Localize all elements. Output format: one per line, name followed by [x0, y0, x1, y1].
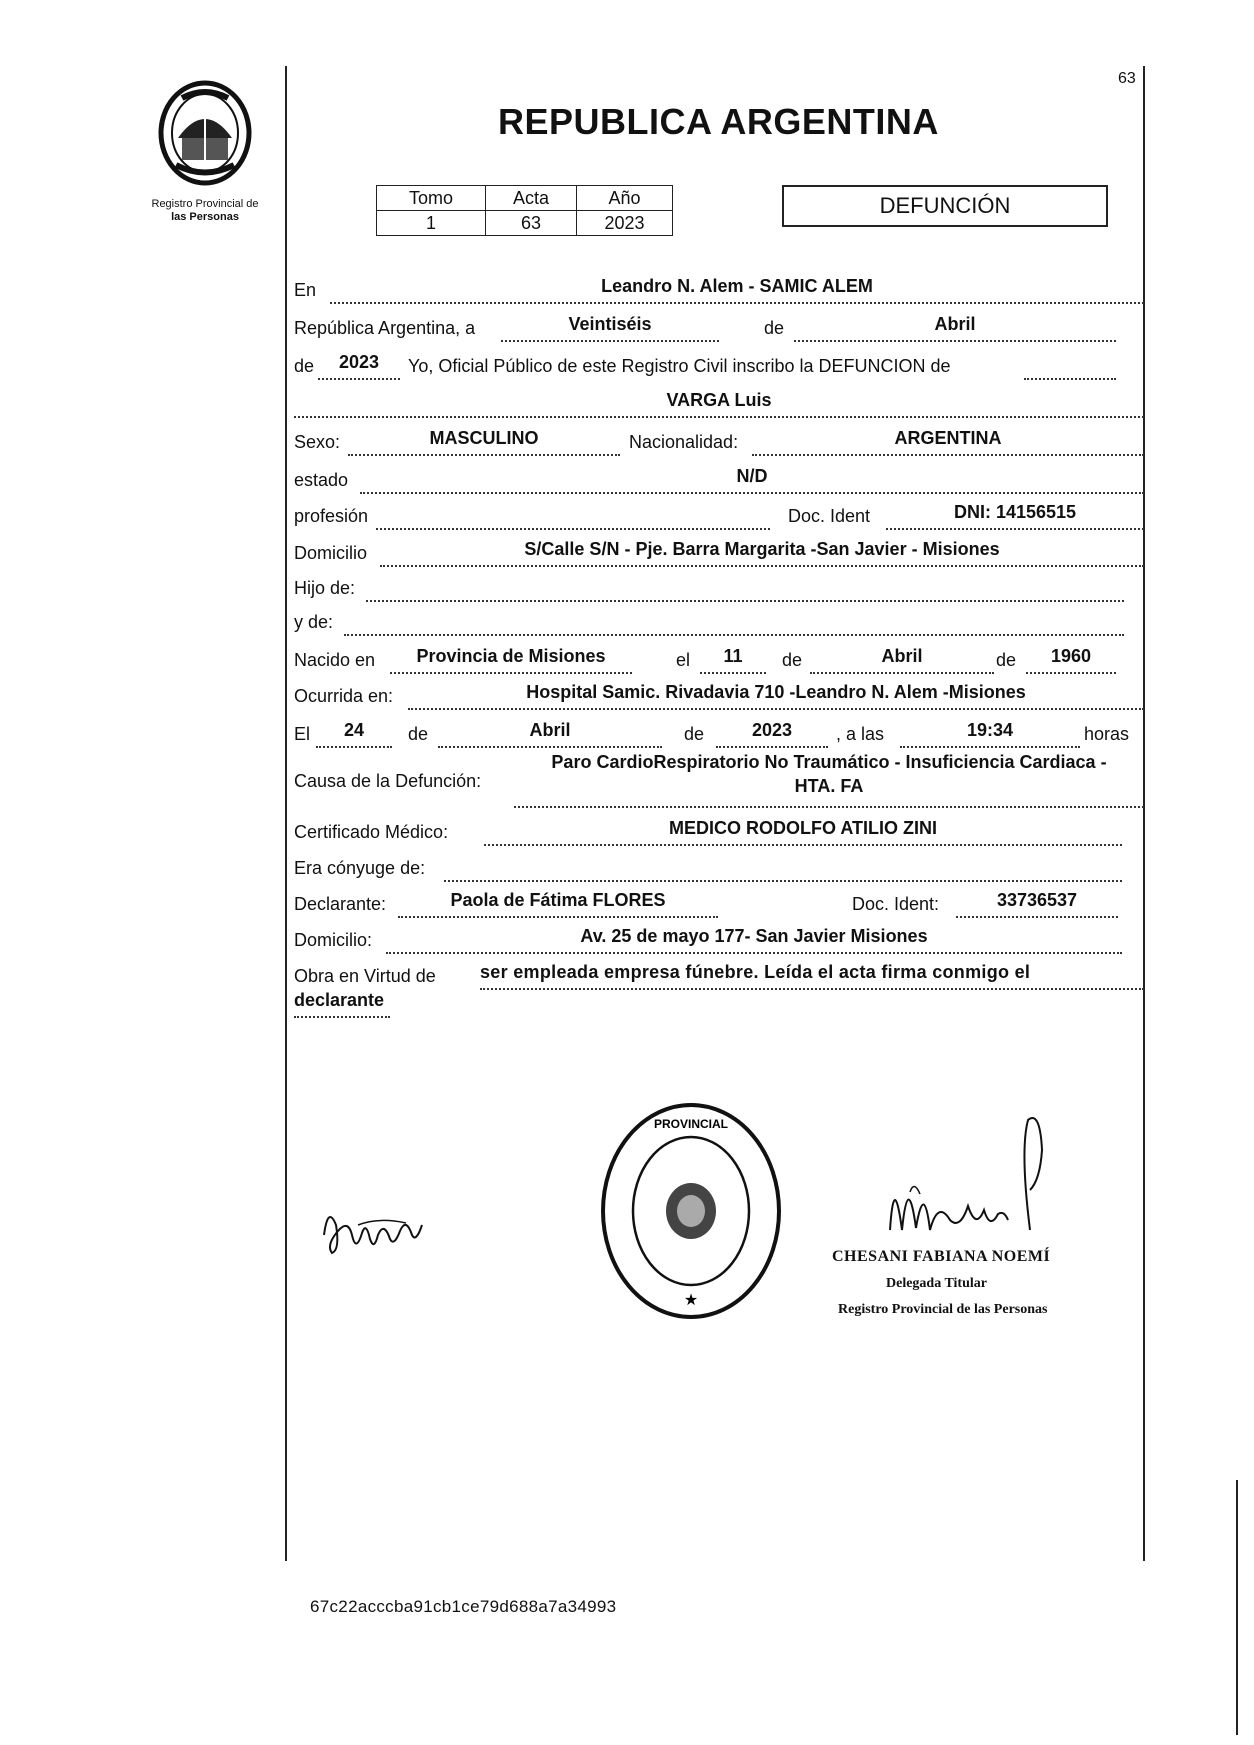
svg-text:PROVINCIAL: PROVINCIAL [653, 1117, 729, 1131]
nacionalidad-label: Nacionalidad: [629, 432, 739, 452]
fecha-de-label: de [764, 318, 785, 338]
official-name: CHESANI FABIANA NOEMÍ [832, 1248, 1051, 1265]
lugar-value: Leandro N. Alem - SAMIC ALEM [601, 276, 873, 296]
causa-underline [514, 804, 1144, 808]
estado-field [360, 462, 1144, 494]
fallec-hora-field [900, 716, 1080, 748]
tomo-value: 1 [377, 211, 486, 236]
lugar-field [330, 272, 1144, 304]
document-hash: 67c22acccba91cb1ce79d688a7a34993 [310, 1597, 617, 1616]
row-sexo [294, 422, 1144, 456]
lugar-label: En [294, 280, 317, 300]
domicilio-value: S/Calle S/N - Pje. Barra Margarita -San Javier - Misiones [524, 539, 1000, 559]
declarante-value: Paola de Fátima FLORES [450, 890, 666, 910]
logo-caption-line2: las Personas [171, 211, 239, 223]
doc-field [886, 498, 1144, 530]
yde-field [344, 604, 1124, 636]
conyuge-label: Era cónyuge de: [294, 858, 426, 878]
causa-line1: Paro CardioRespiratorio No Traumático - Insuficiencia Cardiaca - [551, 752, 1107, 772]
row-yde [294, 602, 1144, 636]
inscribo-text: Yo, Oficial Público de este Registro Civil inscribo la DEFUNCION de [408, 356, 951, 376]
row-nacido [294, 640, 1144, 674]
ocurrida-field [408, 678, 1144, 710]
fallec-dia: 24 [343, 720, 365, 740]
row-lugar [294, 270, 1144, 304]
nombre-field [294, 386, 1144, 418]
anio-field [318, 348, 400, 380]
anio-value: 2023 [338, 352, 380, 372]
row-anio [294, 346, 1144, 380]
nacido-dia-field [700, 642, 766, 674]
row-fecha [294, 308, 1144, 342]
row-decl-domicilio [294, 920, 1144, 954]
obra-label: Obra en Virtud de [294, 966, 436, 986]
acta-value: 63 [486, 211, 577, 236]
declarante-doc-value: 33736537 [996, 890, 1078, 910]
obra-value: ser empleada empresa fúnebre. Leída el acta firma conmigo el [480, 962, 1031, 982]
profesion-label: profesión [294, 506, 369, 526]
certificado-field [484, 814, 1122, 846]
row-nombre [294, 384, 1144, 418]
declarante-doc-field [956, 886, 1118, 918]
anio-value: 2023 [577, 211, 673, 236]
decl-domicilio-field [386, 922, 1122, 954]
causa-field [514, 750, 1144, 798]
declarante-doc-label: Doc. Ident: [852, 894, 940, 914]
domicilio-field [380, 535, 1144, 567]
fallec-el-label: El [294, 724, 311, 744]
horas-label: horas [1084, 724, 1130, 744]
sexo-value: MASCULINO [429, 428, 539, 448]
nacido-anio-field [1026, 642, 1116, 674]
row-conyuge [294, 848, 1144, 882]
yde-label: y de: [294, 612, 334, 632]
decl-domicilio-label: Domicilio: [294, 930, 373, 950]
official-office: Registro Provincial de las Personas [838, 1302, 1048, 1317]
declarante-field [398, 886, 718, 918]
record-type-box: DEFUNCIÓN [782, 185, 1108, 227]
causa-label: Causa de la Defunción: [294, 771, 482, 791]
fallec-anio-field [716, 716, 828, 748]
tomo-header: Tomo [377, 186, 486, 211]
profesion-field [376, 498, 770, 530]
conyuge-field [444, 850, 1122, 882]
nacido-mes-field [810, 642, 994, 674]
nacido-lugar-field [390, 642, 632, 674]
nacido-label: Nacido en [294, 650, 376, 670]
logo-caption [130, 198, 280, 224]
nacido-anio: 1960 [1050, 646, 1092, 666]
book-reference-table [376, 185, 673, 236]
fecha-mes-field [794, 310, 1116, 342]
left-margin-line [285, 66, 287, 1561]
fecha-dia-field [501, 310, 719, 342]
fallec-anio: 2023 [751, 720, 793, 740]
row-causa [294, 748, 1144, 808]
hijo-field [366, 570, 1124, 602]
doc-label: Doc. Ident [788, 506, 871, 526]
nacido-lugar: Provincia de Misiones [416, 646, 606, 666]
row-ocurrida [294, 676, 1144, 710]
row-certificado [294, 812, 1144, 846]
estado-value: N/D [736, 466, 768, 486]
fallec-hora: 19:34 [966, 720, 1014, 740]
page-number: 63 [1118, 70, 1136, 87]
declarant-signature [318, 1195, 428, 1265]
decl-domicilio-value: Av. 25 de mayo 177- San Javier Misiones [580, 926, 928, 946]
sexo-label: Sexo: [294, 432, 341, 452]
fallec-de1-label: de [408, 724, 429, 744]
certificado-label: Certificado Médico: [294, 822, 449, 842]
ocurrida-label: Ocurrida en: [294, 686, 394, 706]
anio-header: Año [577, 186, 673, 211]
nacido-de2-label: de [996, 650, 1017, 670]
nacido-el-label: el [676, 650, 691, 670]
obra-line2: declarante [294, 990, 385, 1010]
provincial-seal-logo [158, 80, 252, 186]
page-title: REPUBLICA ARGENTINA [498, 101, 939, 142]
nacionalidad-value: ARGENTINA [894, 428, 1002, 448]
nombre-value: VARGA Luis [666, 390, 772, 410]
row-estado [294, 460, 1144, 494]
inscribo-blank [1024, 348, 1116, 380]
scan-edge-line [1236, 1480, 1238, 1735]
obra-line2-field [294, 986, 390, 1018]
fecha-mes: Abril [934, 314, 976, 334]
nacido-mes: Abril [881, 646, 923, 666]
doc-value: DNI: 14156515 [953, 502, 1077, 522]
svg-text:★: ★ [683, 1290, 699, 1309]
row-fallecimiento [294, 714, 1144, 748]
fallec-dia-field [316, 716, 392, 748]
row-domicilio [294, 533, 1144, 567]
row-hijo [294, 568, 1144, 602]
official-role: Delegada Titular [886, 1276, 987, 1291]
fallec-mes-field [438, 716, 662, 748]
row-declarante [294, 884, 1144, 918]
fallec-mes: Abril [529, 720, 571, 740]
nacionalidad-field [752, 424, 1144, 456]
ocurrida-value: Hospital Samic. Rivadavia 710 -Leandro N. Alem -Misiones [526, 682, 1026, 702]
certificado-value: MEDICO RODOLFO ATILIO ZINI [669, 818, 937, 838]
fecha-label: República Argentina, a [294, 318, 476, 338]
hijo-label: Hijo de: [294, 578, 356, 598]
causa-line2: HTA. FA [794, 776, 864, 796]
nacido-dia: 11 [723, 646, 743, 666]
fallec-de2-label: de [684, 724, 705, 744]
logo-caption-line1: Registro Provincial de [151, 198, 259, 210]
official-stamp [598, 1100, 784, 1322]
sexo-field [348, 424, 620, 456]
alas-label: , a las [836, 724, 885, 744]
nacido-de1-label: de [782, 650, 803, 670]
domicilio-label: Domicilio [294, 543, 368, 563]
estado-label: estado [294, 470, 349, 490]
row-obra-2 [294, 984, 1144, 1018]
acta-header: Acta [486, 186, 577, 211]
fecha-dia: Veintiséis [568, 314, 652, 334]
official-signature-scribble [880, 1110, 1070, 1260]
row-profesion [294, 496, 1144, 530]
anio-label: de [294, 356, 315, 376]
declarante-label: Declarante: [294, 894, 387, 914]
